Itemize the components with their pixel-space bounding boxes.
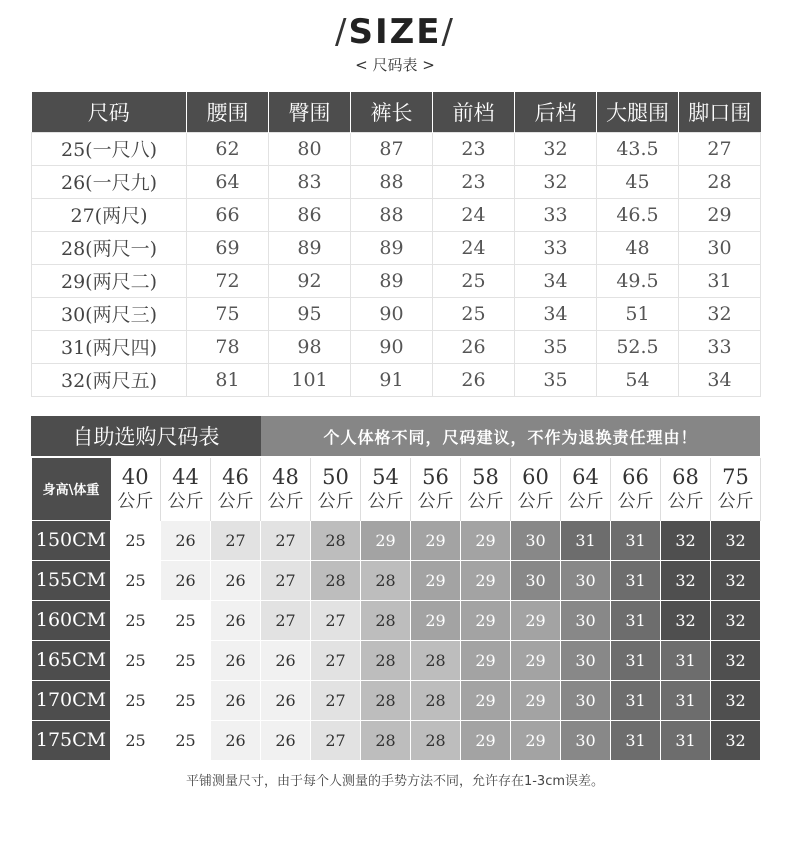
recommended-size-cell: 25 bbox=[161, 680, 211, 720]
size-label-cell: 31(两尺四) bbox=[32, 330, 187, 363]
page-subtitle: < 尺码表 > bbox=[355, 56, 435, 74]
measurement-cell: 64 bbox=[187, 165, 269, 198]
measurement-cell: 89 bbox=[351, 264, 433, 297]
recommended-size-cell: 26 bbox=[211, 600, 261, 640]
size-table-row bbox=[32, 330, 761, 363]
weight-unit: 公斤 bbox=[117, 490, 154, 512]
size-label-cell: 29(两尺二) bbox=[32, 264, 187, 297]
height-label-cell: 160CM bbox=[32, 600, 111, 640]
weight-column-header bbox=[311, 458, 361, 520]
size-column-header: 脚口围 bbox=[679, 92, 761, 132]
recommended-size-cell: 32 bbox=[661, 520, 711, 560]
weight-unit: 公斤 bbox=[567, 490, 604, 512]
measurement-cell: 88 bbox=[351, 198, 433, 231]
measurement-cell: 66 bbox=[187, 198, 269, 231]
weight-unit: 公斤 bbox=[267, 490, 304, 512]
recommended-size-cell: 31 bbox=[611, 720, 661, 760]
measurement-cell: 23 bbox=[433, 165, 515, 198]
weight-value: 48 bbox=[272, 464, 299, 489]
size-label-cell: 30(两尺三) bbox=[32, 297, 187, 330]
recommended-size-cell: 30 bbox=[561, 720, 611, 760]
recommended-size-cell: 26 bbox=[211, 640, 261, 680]
height-label-cell: 175CM bbox=[32, 720, 111, 760]
recommended-size-cell: 29 bbox=[461, 640, 511, 680]
size-label-cell: 32(两尺五) bbox=[32, 363, 187, 396]
measurement-cell: 95 bbox=[269, 297, 351, 330]
height-label-cell: 165CM bbox=[32, 640, 111, 680]
recommended-size-cell: 28 bbox=[361, 720, 411, 760]
weight-value: 75 bbox=[722, 464, 749, 489]
recommended-size-cell: 27 bbox=[311, 720, 361, 760]
recommended-size-cell: 25 bbox=[111, 600, 161, 640]
size-column-header: 大腿围 bbox=[597, 92, 679, 132]
guide-table-row bbox=[32, 520, 761, 560]
recommended-size-cell: 27 bbox=[211, 520, 261, 560]
recommended-size-cell: 30 bbox=[511, 520, 561, 560]
measurement-footnote: 平铺测量尺寸，由于每个人测量的手势方法不同，允许存在1-3cm误差。 bbox=[185, 774, 605, 789]
measurement-cell: 83 bbox=[269, 165, 351, 198]
recommended-size-cell: 28 bbox=[411, 640, 461, 680]
measurement-cell: 31 bbox=[679, 264, 761, 297]
recommended-size-cell: 28 bbox=[411, 720, 461, 760]
weight-unit: 公斤 bbox=[717, 490, 754, 512]
size-table-row bbox=[32, 363, 761, 396]
measurement-cell: 48 bbox=[597, 231, 679, 264]
recommended-size-cell: 31 bbox=[611, 680, 661, 720]
size-table-row bbox=[32, 264, 761, 297]
size-label-cell: 25(一尺八) bbox=[32, 132, 187, 165]
recommended-size-cell: 29 bbox=[461, 720, 511, 760]
recommended-size-cell: 29 bbox=[511, 680, 561, 720]
recommended-size-cell: 29 bbox=[461, 520, 511, 560]
recommended-size-cell: 25 bbox=[161, 720, 211, 760]
measurement-cell: 25 bbox=[433, 264, 515, 297]
recommended-size-cell: 29 bbox=[461, 680, 511, 720]
recommended-size-cell: 31 bbox=[611, 520, 661, 560]
size-guide-table bbox=[31, 458, 761, 761]
measurement-cell: 30 bbox=[679, 231, 761, 264]
measurement-cell: 32 bbox=[515, 132, 597, 165]
recommended-size-cell: 26 bbox=[261, 640, 311, 680]
recommended-size-cell: 32 bbox=[711, 720, 761, 760]
weight-column-header bbox=[561, 458, 611, 520]
weight-column-header bbox=[111, 458, 161, 520]
guide-table-row bbox=[32, 640, 761, 680]
measurement-cell: 33 bbox=[515, 231, 597, 264]
measurement-cell: 32 bbox=[679, 297, 761, 330]
measurement-cell: 34 bbox=[515, 264, 597, 297]
measurement-cell: 88 bbox=[351, 165, 433, 198]
recommended-size-cell: 27 bbox=[261, 560, 311, 600]
guide-table-row bbox=[32, 560, 761, 600]
recommended-size-cell: 29 bbox=[411, 520, 461, 560]
guide-note: 个人体格不同，尺码建议，不作为退换责任理由！ bbox=[261, 416, 760, 456]
recommended-size-cell: 32 bbox=[711, 520, 761, 560]
measurement-cell: 45 bbox=[597, 165, 679, 198]
recommended-size-cell: 27 bbox=[311, 680, 361, 720]
measurement-cell: 34 bbox=[515, 297, 597, 330]
measurement-cell: 27 bbox=[679, 132, 761, 165]
recommended-size-cell: 27 bbox=[311, 640, 361, 680]
recommended-size-cell: 26 bbox=[261, 720, 311, 760]
size-table-row bbox=[32, 297, 761, 330]
weight-value: 66 bbox=[622, 464, 649, 489]
weight-unit: 公斤 bbox=[167, 490, 204, 512]
measurement-cell: 90 bbox=[351, 297, 433, 330]
recommended-size-cell: 28 bbox=[361, 560, 411, 600]
weight-column-header bbox=[711, 458, 761, 520]
weight-value: 46 bbox=[222, 464, 249, 489]
title-text: SIZE bbox=[348, 12, 442, 52]
weight-column-header bbox=[211, 458, 261, 520]
measurement-cell: 32 bbox=[515, 165, 597, 198]
weight-unit: 公斤 bbox=[317, 490, 354, 512]
measurement-cell: 62 bbox=[187, 132, 269, 165]
recommended-size-cell: 28 bbox=[361, 680, 411, 720]
measurement-cell: 24 bbox=[433, 231, 515, 264]
weight-value: 44 bbox=[172, 464, 199, 489]
measurement-cell: 28 bbox=[679, 165, 761, 198]
weight-unit: 公斤 bbox=[517, 490, 554, 512]
recommended-size-cell: 25 bbox=[111, 560, 161, 600]
recommended-size-cell: 29 bbox=[511, 720, 561, 760]
recommended-size-cell: 25 bbox=[111, 720, 161, 760]
guide-table-header bbox=[32, 458, 761, 520]
weight-value: 58 bbox=[472, 464, 499, 489]
recommended-size-cell: 29 bbox=[361, 520, 411, 560]
measurement-cell: 90 bbox=[351, 330, 433, 363]
height-label-cell: 170CM bbox=[32, 680, 111, 720]
recommended-size-cell: 30 bbox=[561, 560, 611, 600]
recommended-size-cell: 27 bbox=[261, 520, 311, 560]
measurement-cell: 26 bbox=[433, 330, 515, 363]
recommended-size-cell: 28 bbox=[311, 560, 361, 600]
weight-column-header bbox=[261, 458, 311, 520]
measurement-cell: 49.5 bbox=[597, 264, 679, 297]
measurement-cell: 33 bbox=[515, 198, 597, 231]
measurement-cell: 89 bbox=[351, 231, 433, 264]
guide-table-row bbox=[32, 720, 761, 760]
measurement-cell: 34 bbox=[679, 363, 761, 396]
recommended-size-cell: 30 bbox=[561, 640, 611, 680]
measurement-cell: 23 bbox=[433, 132, 515, 165]
size-column-header: 前档 bbox=[433, 92, 515, 132]
size-label-cell: 27(两尺) bbox=[32, 198, 187, 231]
recommended-size-cell: 26 bbox=[211, 720, 261, 760]
weight-column-header bbox=[361, 458, 411, 520]
recommended-size-cell: 31 bbox=[661, 720, 711, 760]
recommended-size-cell: 27 bbox=[261, 600, 311, 640]
recommended-size-cell: 32 bbox=[711, 640, 761, 680]
size-table-header bbox=[32, 92, 761, 132]
measurement-cell: 92 bbox=[269, 264, 351, 297]
size-table-row bbox=[32, 132, 761, 165]
page-title: /SIZE/ bbox=[335, 12, 455, 52]
size-table bbox=[31, 92, 761, 397]
measurement-cell: 75 bbox=[187, 297, 269, 330]
recommended-size-cell: 31 bbox=[611, 640, 661, 680]
measurement-cell: 25 bbox=[433, 297, 515, 330]
recommended-size-cell: 30 bbox=[511, 560, 561, 600]
size-table-body bbox=[32, 132, 761, 396]
recommended-size-cell: 26 bbox=[211, 560, 261, 600]
weight-value: 68 bbox=[672, 464, 699, 489]
weight-column-header bbox=[411, 458, 461, 520]
measurement-cell: 54 bbox=[597, 363, 679, 396]
guide-header bbox=[31, 416, 760, 456]
height-weight-corner-label: 身高\体重 bbox=[32, 458, 111, 520]
recommended-size-cell: 30 bbox=[561, 680, 611, 720]
recommended-size-cell: 25 bbox=[111, 520, 161, 560]
recommended-size-cell: 26 bbox=[161, 520, 211, 560]
size-column-header: 裤长 bbox=[351, 92, 433, 132]
size-table-row bbox=[32, 165, 761, 198]
recommended-size-cell: 28 bbox=[411, 680, 461, 720]
weight-value: 60 bbox=[522, 464, 549, 489]
weight-value: 50 bbox=[322, 464, 349, 489]
recommended-size-cell: 29 bbox=[411, 600, 461, 640]
measurement-cell: 46.5 bbox=[597, 198, 679, 231]
subtitle-text: 尺码表 bbox=[372, 56, 418, 74]
recommended-size-cell: 25 bbox=[161, 640, 211, 680]
weight-unit: 公斤 bbox=[217, 490, 254, 512]
size-column-header: 腰围 bbox=[187, 92, 269, 132]
measurement-cell: 26 bbox=[433, 363, 515, 396]
size-table-row bbox=[32, 231, 761, 264]
measurement-cell: 43.5 bbox=[597, 132, 679, 165]
recommended-size-cell: 26 bbox=[261, 680, 311, 720]
measurement-cell: 86 bbox=[269, 198, 351, 231]
measurement-cell: 87 bbox=[351, 132, 433, 165]
recommended-size-cell: 26 bbox=[211, 680, 261, 720]
recommended-size-cell: 31 bbox=[611, 560, 661, 600]
recommended-size-cell: 29 bbox=[461, 560, 511, 600]
measurement-cell: 78 bbox=[187, 330, 269, 363]
recommended-size-cell: 29 bbox=[461, 600, 511, 640]
measurement-cell: 91 bbox=[351, 363, 433, 396]
height-label-cell: 155CM bbox=[32, 560, 111, 600]
recommended-size-cell: 32 bbox=[711, 680, 761, 720]
recommended-size-cell: 32 bbox=[661, 600, 711, 640]
measurement-cell: 81 bbox=[187, 363, 269, 396]
recommended-size-cell: 29 bbox=[511, 640, 561, 680]
guide-title: 自助选购尺码表 bbox=[31, 416, 261, 456]
recommended-size-cell: 25 bbox=[111, 680, 161, 720]
measurement-cell: 52.5 bbox=[597, 330, 679, 363]
measurement-cell: 33 bbox=[679, 330, 761, 363]
recommended-size-cell: 32 bbox=[711, 560, 761, 600]
size-column-header: 臀围 bbox=[269, 92, 351, 132]
recommended-size-cell: 32 bbox=[711, 600, 761, 640]
recommended-size-cell: 28 bbox=[311, 520, 361, 560]
weight-value: 64 bbox=[572, 464, 599, 489]
guide-table-body bbox=[32, 520, 761, 760]
measurement-cell: 51 bbox=[597, 297, 679, 330]
size-column-header: 后档 bbox=[515, 92, 597, 132]
recommended-size-cell: 31 bbox=[661, 640, 711, 680]
weight-unit: 公斤 bbox=[417, 490, 454, 512]
weight-value: 54 bbox=[372, 464, 399, 489]
recommended-size-cell: 27 bbox=[311, 600, 361, 640]
weight-value: 56 bbox=[422, 464, 449, 489]
measurement-cell: 69 bbox=[187, 231, 269, 264]
recommended-size-cell: 28 bbox=[361, 640, 411, 680]
recommended-size-cell: 32 bbox=[661, 560, 711, 600]
weight-column-header bbox=[611, 458, 661, 520]
measurement-cell: 29 bbox=[679, 198, 761, 231]
measurement-cell: 24 bbox=[433, 198, 515, 231]
guide-table-row bbox=[32, 680, 761, 720]
weight-unit: 公斤 bbox=[617, 490, 654, 512]
weight-unit: 公斤 bbox=[367, 490, 404, 512]
recommended-size-cell: 25 bbox=[111, 640, 161, 680]
measurement-cell: 35 bbox=[515, 363, 597, 396]
height-label-cell: 150CM bbox=[32, 520, 111, 560]
weight-column-header bbox=[461, 458, 511, 520]
size-label-cell: 26(一尺九) bbox=[32, 165, 187, 198]
weight-column-header bbox=[511, 458, 561, 520]
measurement-cell: 89 bbox=[269, 231, 351, 264]
weight-column-header bbox=[661, 458, 711, 520]
measurement-cell: 101 bbox=[269, 363, 351, 396]
weight-column-header bbox=[161, 458, 211, 520]
measurement-cell: 98 bbox=[269, 330, 351, 363]
measurement-cell: 80 bbox=[269, 132, 351, 165]
weight-unit: 公斤 bbox=[467, 490, 504, 512]
recommended-size-cell: 31 bbox=[661, 680, 711, 720]
measurement-cell: 72 bbox=[187, 264, 269, 297]
recommended-size-cell: 29 bbox=[411, 560, 461, 600]
size-label-cell: 28(两尺一) bbox=[32, 231, 187, 264]
measurement-cell: 35 bbox=[515, 330, 597, 363]
recommended-size-cell: 26 bbox=[161, 560, 211, 600]
size-column-header: 尺码 bbox=[32, 92, 187, 132]
weight-value: 40 bbox=[121, 464, 149, 489]
guide-table-row bbox=[32, 600, 761, 640]
recommended-size-cell: 29 bbox=[511, 600, 561, 640]
recommended-size-cell: 28 bbox=[361, 600, 411, 640]
recommended-size-cell: 30 bbox=[561, 600, 611, 640]
size-table-row bbox=[32, 198, 761, 231]
recommended-size-cell: 31 bbox=[561, 520, 611, 560]
recommended-size-cell: 31 bbox=[611, 600, 661, 640]
weight-unit: 公斤 bbox=[667, 490, 704, 512]
recommended-size-cell: 25 bbox=[161, 600, 211, 640]
